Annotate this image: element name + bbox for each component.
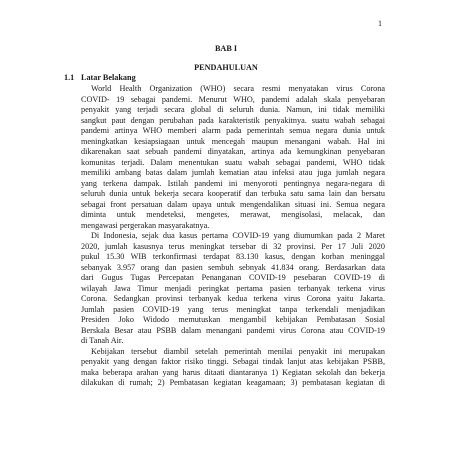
body-line: dikarenakan saat sebuah pandemi dinyatakan, artinya ada kemungkinan penyebaran	[81, 147, 385, 156]
chapter-heading: BAB I	[214, 44, 238, 53]
body-line: Kebijakan tersebut diambil setelah pemerintah menilai penyakit ini merupakan	[91, 346, 385, 356]
body-line: Corona. Sedangkan provinsi terbanyak kedua terkena virus Corona yaitu Jakarta.	[81, 294, 385, 303]
body-line: sangkut paut dengan perubahan pada karakteristik penyakitnya. suatu wabah sebagai	[81, 115, 385, 125]
chapter-title: PENDAHULUAN	[194, 63, 258, 72]
body-line: COVID- 19 sebagai pandemi. Menurut WHO, pandemi adalah skala penyebaran	[81, 94, 385, 104]
body-line: memiliki ambang batas dalam jumlah kematian atau infeksi atau juga jumlah negara	[81, 168, 385, 177]
section-number: 1.1	[64, 73, 75, 82]
body-line: seluruh dunia untuk bekerja secara kooperatif dan terbuka satu sama lain dan bersatu	[81, 189, 385, 198]
body-line: di Tanah Air.	[81, 336, 124, 345]
body-line: World Health Organization (WHO) secara resmi menyatakan virus Corona	[91, 84, 385, 93]
body-line: penyakit yang terjadi secara global di seluruh dunia. Namun, ini tidak memiliki	[81, 105, 385, 114]
body-line: Jumlah pasien COVID-19 yang terus meningkat tanpa terkendali menjadikan	[81, 304, 385, 314]
body-line: maka beberapa arahan yang harus ditaati diantaranya 1) Kegiatan sekolah dan bekerja	[81, 367, 385, 377]
body-line: Presiden Joko Widodo memutuskan mengambil kebijakan Pembatasan Sosial	[81, 315, 385, 324]
body-line: dari Gugus Tugas Percepatan Penanganan COVID-19 pesebaran COVID-19 di	[81, 273, 385, 282]
body-line: sebagai front persatuan dalam upaya untuk mengendalikan situasi ini. Semua negara	[81, 199, 385, 209]
body-line: Di Indonesia, sejak dua kasus pertama COVID-19 yang diumumkan pada 2 Maret	[91, 231, 385, 240]
body-line: komunitas terjadi. Dalam menentukan suatu wabah sebagai pandemi, WHO tidak	[81, 157, 385, 167]
body-line: mengawasi pergerakan masyarakatnya.	[81, 220, 210, 230]
body-line: 2020, jumlah kasusnya terus meningkat tersebar di 32 provinsi. Per 17 Juli 2020	[81, 241, 385, 251]
body-line: meningkatkan kesiapsiagaan untuk mencegah maupun menangani wabah. Hal ini	[81, 136, 385, 146]
body-line: Berskala Besar atau PSBB dalam menangani pandemi virus Corona atau COVID-19	[81, 325, 385, 335]
body-line: dilakukan di rumah; 2) Pembatasan kegiatan keagamaan; 3) pembatasan kegiatan di	[81, 378, 385, 387]
body-line: diminta untuk mendeteksi, mengetes, merawat, mengisolasi, melacak, dan	[81, 210, 385, 219]
body-line: yang terkena dampak. Istilah pandemi ini menyoroti pentingnya negara-negara di	[81, 178, 385, 188]
body-line: sebanyak 3.957 orang dan pasien sembuh sebnyak 41.834 orang. Berdasarkan data	[81, 262, 385, 272]
body-line: penyakit yang dengan faktor risiko tinggi. Sebagai tindak lanjut atas kebijakan PSBB,	[81, 357, 385, 366]
section-heading	[64, 73, 136, 83]
body-line: pukul 15.30 WIB terkonfirmasi terdapat 83.130 kasus, dengan korban meninggal	[81, 252, 385, 261]
section-title: Latar Belakang	[81, 73, 136, 82]
page-number: 1	[378, 19, 382, 28]
body-line: wilayah Jawa Timur menjadi peringkat pertama pasien terbanyak terkena virus	[81, 283, 385, 293]
body-line: pandemi artinya WHO memberi alarm pada pemerintah semua negara dunia untuk	[81, 126, 385, 135]
